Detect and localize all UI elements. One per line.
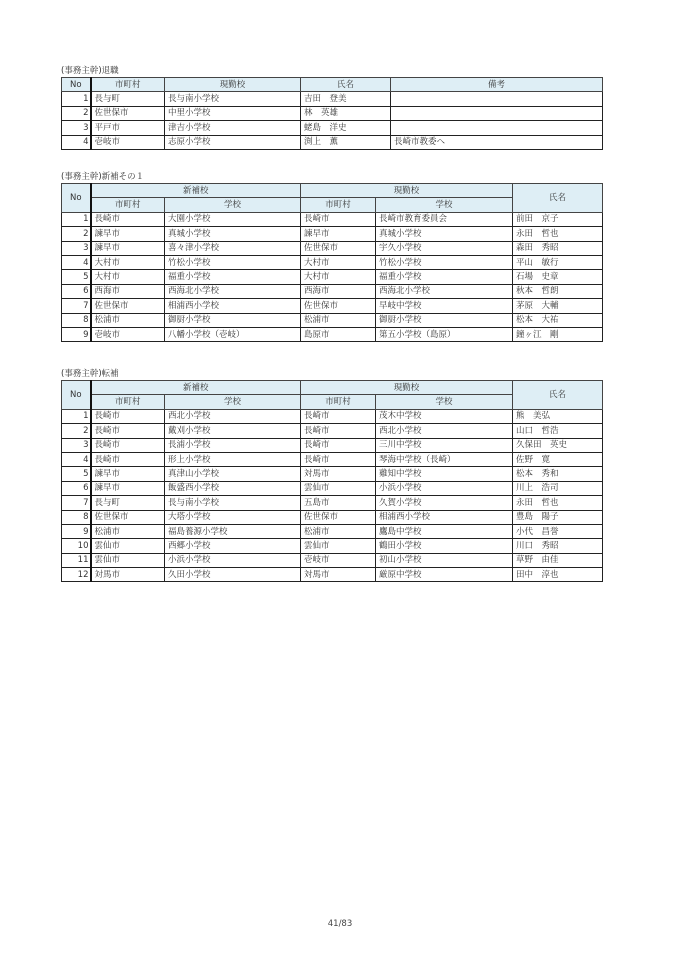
cell-no: 1 bbox=[62, 212, 91, 226]
table-row bbox=[62, 92, 603, 106]
header-no: No bbox=[62, 381, 91, 410]
header-new-school: 学校 bbox=[165, 395, 301, 409]
cell-no: 9 bbox=[62, 327, 91, 341]
header-new-school: 学校 bbox=[165, 198, 301, 212]
cell-name: 鐘ヶ江 剛 bbox=[513, 327, 603, 341]
cell-new-school: 飯盛西小学校 bbox=[165, 481, 301, 495]
cell-new-municipality: 長崎市 bbox=[91, 452, 165, 466]
cell-new-municipality: 長崎市 bbox=[91, 409, 165, 423]
cell-cur-municipality: 松浦市 bbox=[301, 313, 376, 327]
cell-current-school: 長与南小学校 bbox=[165, 92, 301, 106]
cell-cur-school: 西海北小学校 bbox=[376, 284, 513, 298]
cell-cur-school: 鶴田小学校 bbox=[376, 539, 513, 553]
cell-new-municipality: 松浦市 bbox=[91, 313, 165, 327]
transfer-table bbox=[61, 380, 603, 582]
cell-name: 川上 浩司 bbox=[513, 481, 603, 495]
header-new-school-group: 新補校 bbox=[91, 381, 301, 395]
cell-new-school: 大塔小学校 bbox=[165, 510, 301, 524]
cell-cur-municipality: 松浦市 bbox=[301, 524, 376, 538]
cell-new-municipality: 諫早市 bbox=[91, 241, 165, 255]
cell-cur-municipality: 大村市 bbox=[301, 255, 376, 269]
cell-no: 7 bbox=[62, 496, 91, 510]
cell-new-municipality: 松浦市 bbox=[91, 524, 165, 538]
cell-name: 山口 哲浩 bbox=[513, 424, 603, 438]
cell-new-municipality: 諫早市 bbox=[91, 481, 165, 495]
cell-cur-school: 久賀小学校 bbox=[376, 496, 513, 510]
table-row bbox=[62, 121, 603, 135]
cell-new-school: 長浦小学校 bbox=[165, 438, 301, 452]
table-row bbox=[62, 524, 603, 538]
cell-municipality: 長与町 bbox=[91, 92, 165, 106]
cell-name: 川口 秀昭 bbox=[513, 539, 603, 553]
cell-name: 渕上 薫 bbox=[301, 135, 391, 149]
header-name: 氏名 bbox=[301, 78, 391, 92]
cell-no: 4 bbox=[62, 135, 91, 149]
cell-name: 田中 淳也 bbox=[513, 568, 603, 582]
table-row bbox=[62, 438, 603, 452]
cell-no: 10 bbox=[62, 539, 91, 553]
cell-cur-school: 長崎市教育委員会 bbox=[376, 212, 513, 226]
cell-name: 林 英雄 bbox=[301, 106, 391, 120]
cell-current-school: 志原小学校 bbox=[165, 135, 301, 149]
table-header-row bbox=[62, 184, 603, 198]
cell-new-school: 真津山小学校 bbox=[165, 467, 301, 481]
cell-new-school: 喜々津小学校 bbox=[165, 241, 301, 255]
header-current-school-group: 現勤校 bbox=[301, 381, 513, 395]
cell-municipality: 壱岐市 bbox=[91, 135, 165, 149]
cell-new-school: 戴刈小学校 bbox=[165, 424, 301, 438]
table-header-row bbox=[62, 78, 603, 92]
cell-no: 8 bbox=[62, 510, 91, 524]
cell-cur-municipality: 長崎市 bbox=[301, 424, 376, 438]
cell-no: 7 bbox=[62, 299, 91, 313]
table-row bbox=[62, 270, 603, 284]
header-current-municipality: 市町村 bbox=[301, 198, 376, 212]
cell-cur-school: 西北小学校 bbox=[376, 424, 513, 438]
cell-new-municipality: 長与町 bbox=[91, 496, 165, 510]
table-row bbox=[62, 212, 603, 226]
cell-current-school: 津吉小学校 bbox=[165, 121, 301, 135]
cell-no: 12 bbox=[62, 568, 91, 582]
table-row bbox=[62, 227, 603, 241]
cell-cur-municipality: 佐世保市 bbox=[301, 510, 376, 524]
table-row bbox=[62, 452, 603, 466]
cell-cur-school: 相浦西小学校 bbox=[376, 510, 513, 524]
cell-new-school: 小浜小学校 bbox=[165, 553, 301, 567]
transfer-section-title: (事務主幹)転補 bbox=[61, 369, 119, 379]
cell-new-school: 福島養源小学校 bbox=[165, 524, 301, 538]
cell-name: 前田 京子 bbox=[513, 212, 603, 226]
cell-name: 茅原 大輔 bbox=[513, 299, 603, 313]
header-current-school: 現勤校 bbox=[165, 78, 301, 92]
header-new-school-group: 新補校 bbox=[91, 184, 301, 198]
cell-name: 豊島 陽子 bbox=[513, 510, 603, 524]
header-new-municipality: 市町村 bbox=[91, 395, 165, 409]
cell-cur-municipality: 西海市 bbox=[301, 284, 376, 298]
cell-name: 小代 昌誉 bbox=[513, 524, 603, 538]
cell-cur-school: 御厨小学校 bbox=[376, 313, 513, 327]
table-row bbox=[62, 255, 603, 269]
cell-cur-municipality: 雲仙市 bbox=[301, 539, 376, 553]
table-row bbox=[62, 424, 603, 438]
cell-new-municipality: 佐世保市 bbox=[91, 510, 165, 524]
cell-new-school: 西海北小学校 bbox=[165, 284, 301, 298]
cell-cur-municipality: 対馬市 bbox=[301, 568, 376, 582]
header-new-municipality: 市町村 bbox=[91, 198, 165, 212]
cell-cur-municipality: 壱岐市 bbox=[301, 553, 376, 567]
cell-cur-municipality: 長崎市 bbox=[301, 452, 376, 466]
cell-new-school: 長与南小学校 bbox=[165, 496, 301, 510]
cell-cur-school: 第五小学校（島原） bbox=[376, 327, 513, 341]
cell-new-school: 八幡小学校（壱岐） bbox=[165, 327, 301, 341]
cell-remarks bbox=[391, 121, 603, 135]
header-no: No bbox=[62, 184, 91, 213]
cell-cur-municipality: 長崎市 bbox=[301, 409, 376, 423]
cell-no: 11 bbox=[62, 553, 91, 567]
new-assignment-table bbox=[61, 183, 603, 342]
cell-new-municipality: 諫早市 bbox=[91, 467, 165, 481]
cell-no: 4 bbox=[62, 255, 91, 269]
cell-no: 3 bbox=[62, 241, 91, 255]
cell-new-municipality: 長崎市 bbox=[91, 424, 165, 438]
table-row bbox=[62, 409, 603, 423]
cell-cur-school: 宇久小学校 bbox=[376, 241, 513, 255]
cell-no: 6 bbox=[62, 481, 91, 495]
cell-new-municipality: 対馬市 bbox=[91, 568, 165, 582]
cell-new-municipality: 佐世保市 bbox=[91, 299, 165, 313]
cell-name: 永田 哲也 bbox=[513, 227, 603, 241]
table-row bbox=[62, 539, 603, 553]
cell-no: 9 bbox=[62, 524, 91, 538]
table-header-row bbox=[62, 381, 603, 395]
cell-no: 1 bbox=[62, 92, 91, 106]
header-current-school: 学校 bbox=[376, 198, 513, 212]
cell-name: 久保田 英史 bbox=[513, 438, 603, 452]
cell-no: 5 bbox=[62, 467, 91, 481]
cell-cur-school: 真城小学校 bbox=[376, 227, 513, 241]
cell-name: 草野 由佳 bbox=[513, 553, 603, 567]
cell-name: 永田 哲也 bbox=[513, 496, 603, 510]
header-no: No bbox=[62, 78, 91, 92]
cell-cur-school: 福重小学校 bbox=[376, 270, 513, 284]
cell-cur-school: 厳原中学校 bbox=[376, 568, 513, 582]
table-row bbox=[62, 106, 603, 120]
cell-no: 6 bbox=[62, 284, 91, 298]
cell-no: 2 bbox=[62, 227, 91, 241]
cell-new-school: 竹松小学校 bbox=[165, 255, 301, 269]
cell-cur-municipality: 大村市 bbox=[301, 270, 376, 284]
cell-new-municipality: 諫早市 bbox=[91, 227, 165, 241]
cell-cur-municipality: 雲仙市 bbox=[301, 481, 376, 495]
header-current-municipality: 市町村 bbox=[301, 395, 376, 409]
cell-no: 4 bbox=[62, 452, 91, 466]
cell-cur-municipality: 佐世保市 bbox=[301, 299, 376, 313]
cell-current-school: 中里小学校 bbox=[165, 106, 301, 120]
table-row bbox=[62, 553, 603, 567]
cell-cur-school: 小浜小学校 bbox=[376, 481, 513, 495]
cell-cur-school: 竹松小学校 bbox=[376, 255, 513, 269]
cell-new-school: 大園小学校 bbox=[165, 212, 301, 226]
cell-name: 吉田 登美 bbox=[301, 92, 391, 106]
cell-no: 3 bbox=[62, 121, 91, 135]
cell-cur-school: 初山小学校 bbox=[376, 553, 513, 567]
cell-new-municipality: 大村市 bbox=[91, 255, 165, 269]
cell-name: 秋本 哲朗 bbox=[513, 284, 603, 298]
cell-cur-school: 琴海中学校（長崎） bbox=[376, 452, 513, 466]
cell-cur-municipality: 長崎市 bbox=[301, 438, 376, 452]
table-row bbox=[62, 481, 603, 495]
cell-name: 蛯島 洋史 bbox=[301, 121, 391, 135]
cell-new-municipality: 西海市 bbox=[91, 284, 165, 298]
cell-new-school: 形上小学校 bbox=[165, 452, 301, 466]
cell-new-school: 相浦西小学校 bbox=[165, 299, 301, 313]
header-remarks: 備考 bbox=[391, 78, 603, 92]
cell-no: 5 bbox=[62, 270, 91, 284]
cell-name: 森田 秀昭 bbox=[513, 241, 603, 255]
cell-no: 1 bbox=[62, 409, 91, 423]
cell-name: 熊 美弘 bbox=[513, 409, 603, 423]
cell-new-school: 福重小学校 bbox=[165, 270, 301, 284]
table-row bbox=[62, 327, 603, 341]
header-current-school-group: 現勤校 bbox=[301, 184, 513, 198]
cell-cur-school: 鷹島中学校 bbox=[376, 524, 513, 538]
cell-new-municipality: 壱岐市 bbox=[91, 327, 165, 341]
cell-new-school: 御厨小学校 bbox=[165, 313, 301, 327]
cell-new-school: 西北小学校 bbox=[165, 409, 301, 423]
cell-cur-school: 早岐中学校 bbox=[376, 299, 513, 313]
cell-new-municipality: 雲仙市 bbox=[91, 553, 165, 567]
cell-municipality: 平戸市 bbox=[91, 121, 165, 135]
cell-no: 2 bbox=[62, 424, 91, 438]
cell-new-municipality: 長崎市 bbox=[91, 212, 165, 226]
header-name: 氏名 bbox=[513, 381, 603, 410]
cell-cur-municipality: 長崎市 bbox=[301, 212, 376, 226]
cell-cur-municipality: 五島市 bbox=[301, 496, 376, 510]
retirement-section-title: (事務主幹)退職 bbox=[61, 66, 119, 76]
cell-name: 松本 秀和 bbox=[513, 467, 603, 481]
table-row bbox=[62, 313, 603, 327]
cell-name: 松本 大祐 bbox=[513, 313, 603, 327]
cell-cur-municipality: 諫早市 bbox=[301, 227, 376, 241]
table-row bbox=[62, 568, 603, 582]
cell-cur-school: 三川中学校 bbox=[376, 438, 513, 452]
cell-remarks bbox=[391, 92, 603, 106]
cell-municipality: 佐世保市 bbox=[91, 106, 165, 120]
cell-name: 平山 敏行 bbox=[513, 255, 603, 269]
cell-cur-municipality: 島原市 bbox=[301, 327, 376, 341]
header-current-school: 学校 bbox=[376, 395, 513, 409]
table-row bbox=[62, 241, 603, 255]
cell-cur-school: 茂木中学校 bbox=[376, 409, 513, 423]
page-number: 41/83 bbox=[327, 919, 353, 929]
header-name: 氏名 bbox=[513, 184, 603, 213]
cell-new-school: 久田小学校 bbox=[165, 568, 301, 582]
cell-remarks: 長崎市教委へ bbox=[391, 135, 603, 149]
retirement-table bbox=[61, 77, 603, 150]
new-assignment-section-title: (事務主幹)新補その１ bbox=[61, 172, 145, 182]
cell-new-school: 西郷小学校 bbox=[165, 539, 301, 553]
cell-no: 8 bbox=[62, 313, 91, 327]
cell-cur-municipality: 佐世保市 bbox=[301, 241, 376, 255]
cell-name: 石場 史章 bbox=[513, 270, 603, 284]
table-row bbox=[62, 496, 603, 510]
table-row bbox=[62, 299, 603, 313]
cell-name: 佐野 寛 bbox=[513, 452, 603, 466]
cell-new-municipality: 大村市 bbox=[91, 270, 165, 284]
cell-new-municipality: 雲仙市 bbox=[91, 539, 165, 553]
table-row bbox=[62, 135, 603, 149]
cell-new-school: 真城小学校 bbox=[165, 227, 301, 241]
header-municipality: 市町村 bbox=[91, 78, 165, 92]
cell-new-municipality: 長崎市 bbox=[91, 438, 165, 452]
cell-no: 2 bbox=[62, 106, 91, 120]
cell-no: 3 bbox=[62, 438, 91, 452]
cell-cur-municipality: 対馬市 bbox=[301, 467, 376, 481]
cell-cur-school: 雞知中学校 bbox=[376, 467, 513, 481]
cell-remarks bbox=[391, 106, 603, 120]
table-row bbox=[62, 467, 603, 481]
table-row bbox=[62, 284, 603, 298]
table-row bbox=[62, 510, 603, 524]
